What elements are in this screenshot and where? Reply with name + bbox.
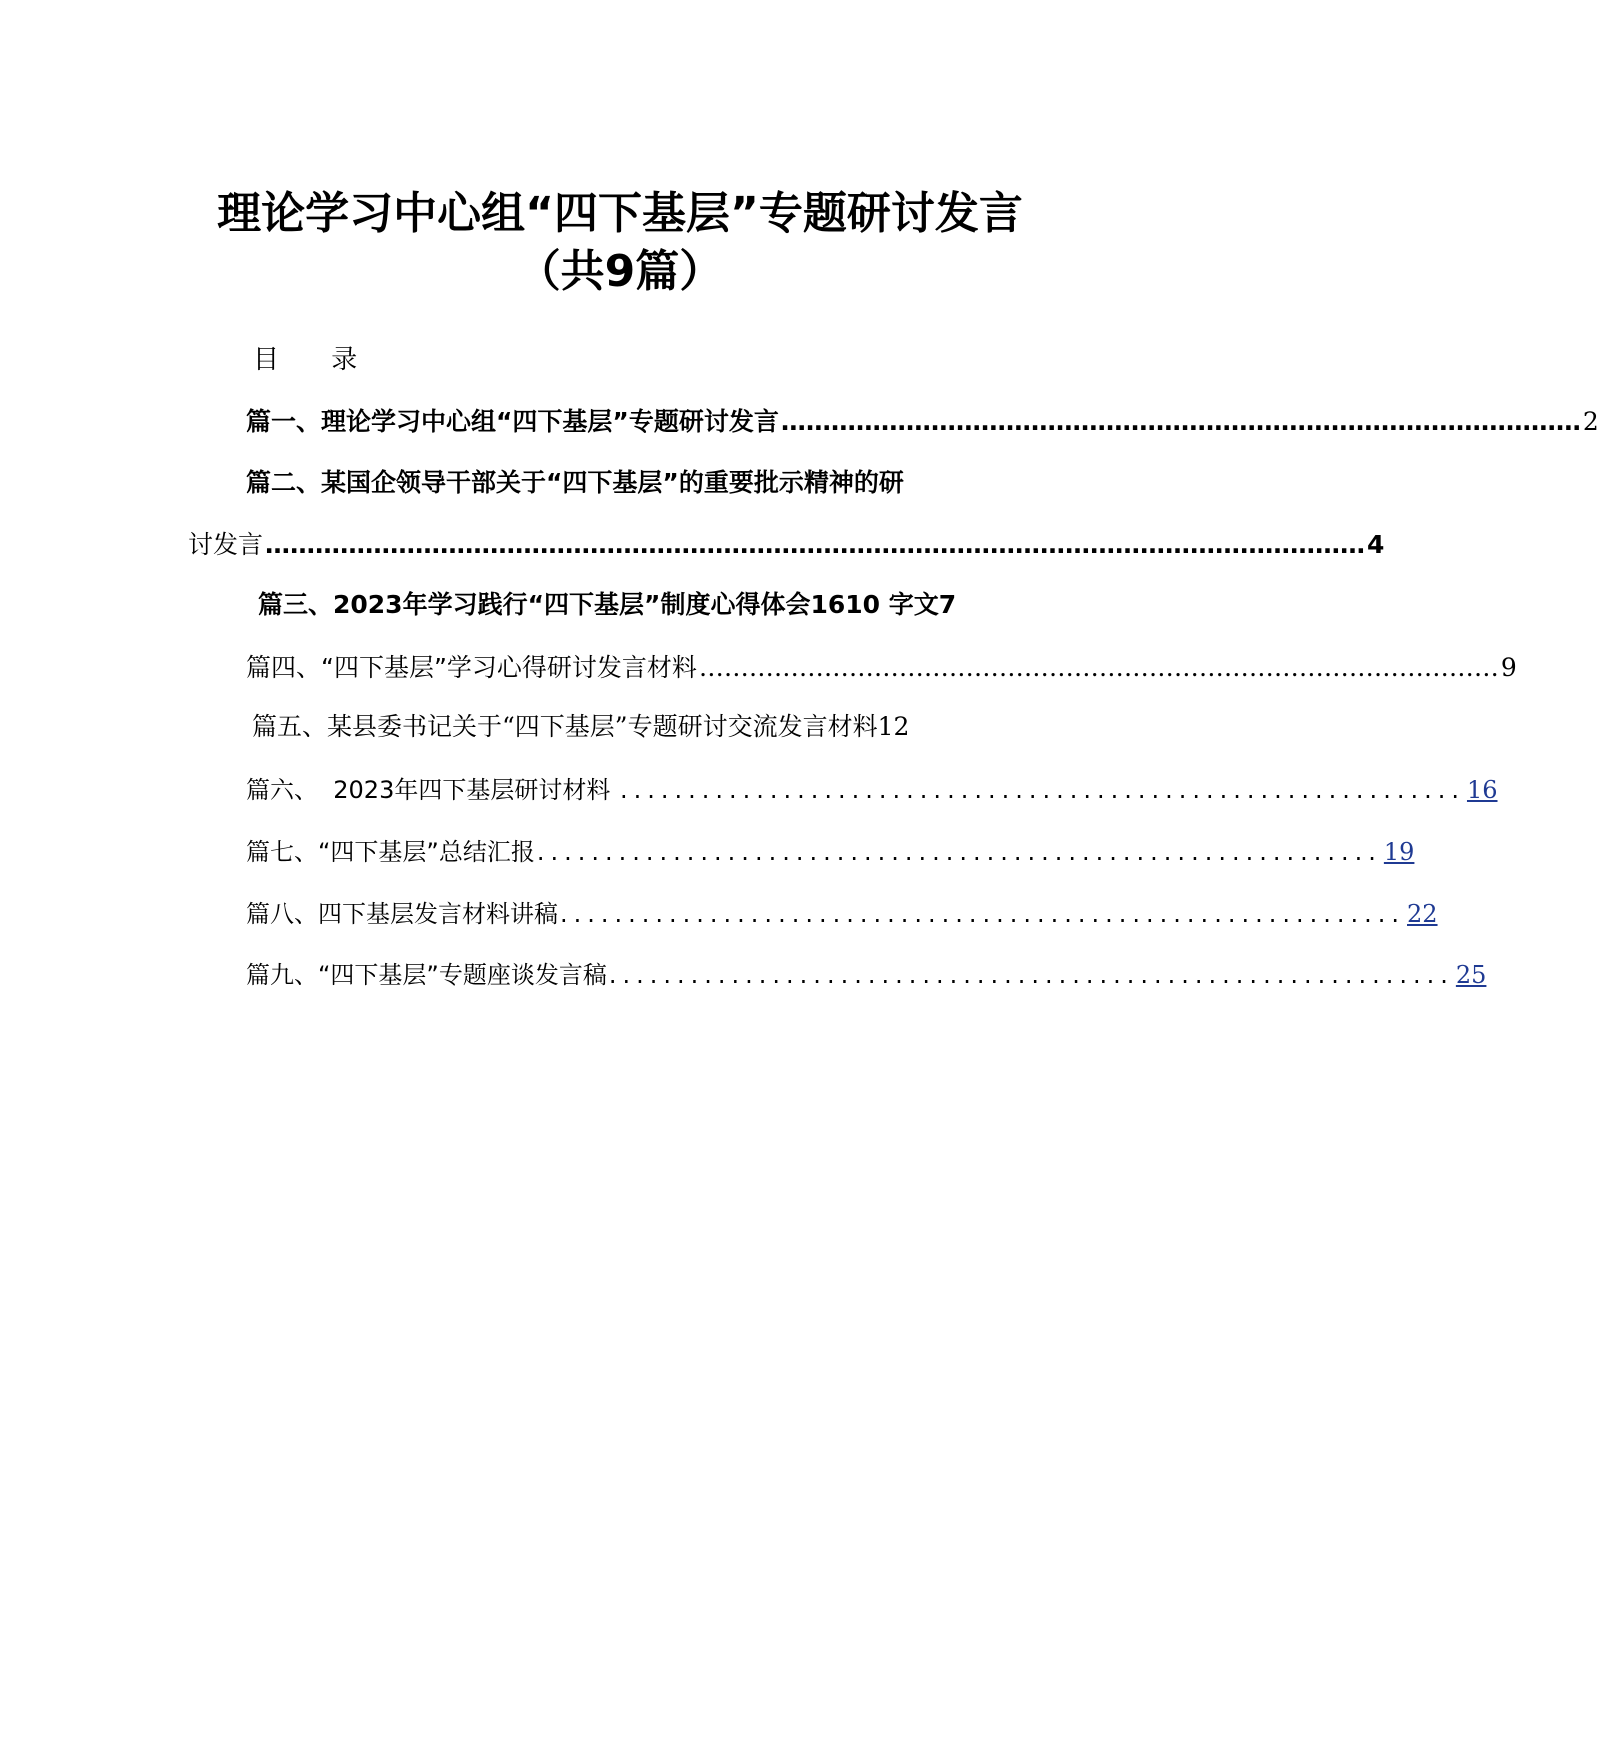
toc-entry-label: 篇六、 2023年四下基层研讨材料 bbox=[246, 776, 618, 804]
toc-entry-label: 篇九、“四下基层”专题座谈发言稿 bbox=[246, 961, 607, 989]
toc-leader-dots: …………………………………………………………………………………………………………………… bbox=[265, 530, 1366, 559]
toc-entry-label: 篇七、“四下基层”总结汇报 bbox=[246, 838, 535, 866]
toc-leader-dots: .............................................................. bbox=[536, 838, 1382, 866]
toc-entry-5[interactable] bbox=[252, 714, 1056, 739]
toc-entry-label-continued: 讨发言 bbox=[188, 530, 264, 559]
toc-leader-dots: .............................................................. bbox=[560, 900, 1405, 928]
toc-page-link[interactable]: 16 bbox=[1466, 776, 1498, 804]
toc-entry-2[interactable] bbox=[246, 470, 1044, 495]
toc-entry-label: 篇八、四下基层发言材料讲稿 bbox=[246, 900, 558, 928]
toc-page-link[interactable]: 25 bbox=[1455, 961, 1487, 989]
toc-entry-label: 篇三、2023年学习践行“四下基层”制度心得体会1610 字文 bbox=[258, 590, 939, 619]
toc-entry-page: 7 bbox=[938, 590, 957, 619]
toc-entry-1[interactable] bbox=[246, 407, 1599, 436]
toc-leader-dots: …………………………………………………………………………………… bbox=[698, 653, 1499, 682]
toc-entry-page: 4 bbox=[1367, 530, 1385, 559]
toc-entry-4[interactable] bbox=[246, 653, 1517, 682]
toc-entry-label: 篇一、理论学习中心组“四下基层”专题研讨发言 bbox=[246, 407, 779, 436]
toc-entry-page: 2 bbox=[1582, 407, 1599, 436]
document-title-line1: 理论学习中心组“四下基层”专题研讨发言 bbox=[217, 188, 1023, 239]
toc-leader-dots: .............................................................. bbox=[619, 776, 1465, 804]
toc-entry-6[interactable] bbox=[246, 776, 1498, 804]
toc-entry-7[interactable] bbox=[246, 838, 1415, 866]
toc-entry-label: 篇二、某国企领导干部关于“四下基层”的重要批示精神的研 bbox=[246, 468, 904, 497]
toc-heading: 目 录 bbox=[253, 345, 380, 375]
toc-entry-8[interactable] bbox=[246, 900, 1438, 928]
toc-leader-dots: …………………………………………………………………………………… bbox=[780, 407, 1581, 436]
toc-entry-page: 12 bbox=[877, 712, 910, 741]
toc-entry-9[interactable] bbox=[246, 961, 1487, 989]
toc-entry-page: 9 bbox=[1500, 653, 1517, 682]
toc-page-link[interactable]: 19 bbox=[1383, 838, 1415, 866]
document-title-line2: （共9篇） bbox=[516, 246, 724, 297]
toc-entry-label: 篇四、“四下基层”学习心得研讨发言材料 bbox=[246, 653, 697, 682]
toc-entry-label: 篇五、某县委书记关于“四下基层”专题研讨交流发言材料 bbox=[252, 712, 878, 741]
toc-page-link[interactable]: 22 bbox=[1407, 900, 1438, 928]
toc-entry-3[interactable] bbox=[258, 592, 1058, 617]
toc-entry-2-continued[interactable] bbox=[188, 530, 1385, 559]
toc-leader-dots: .............................................................. bbox=[608, 961, 1454, 989]
